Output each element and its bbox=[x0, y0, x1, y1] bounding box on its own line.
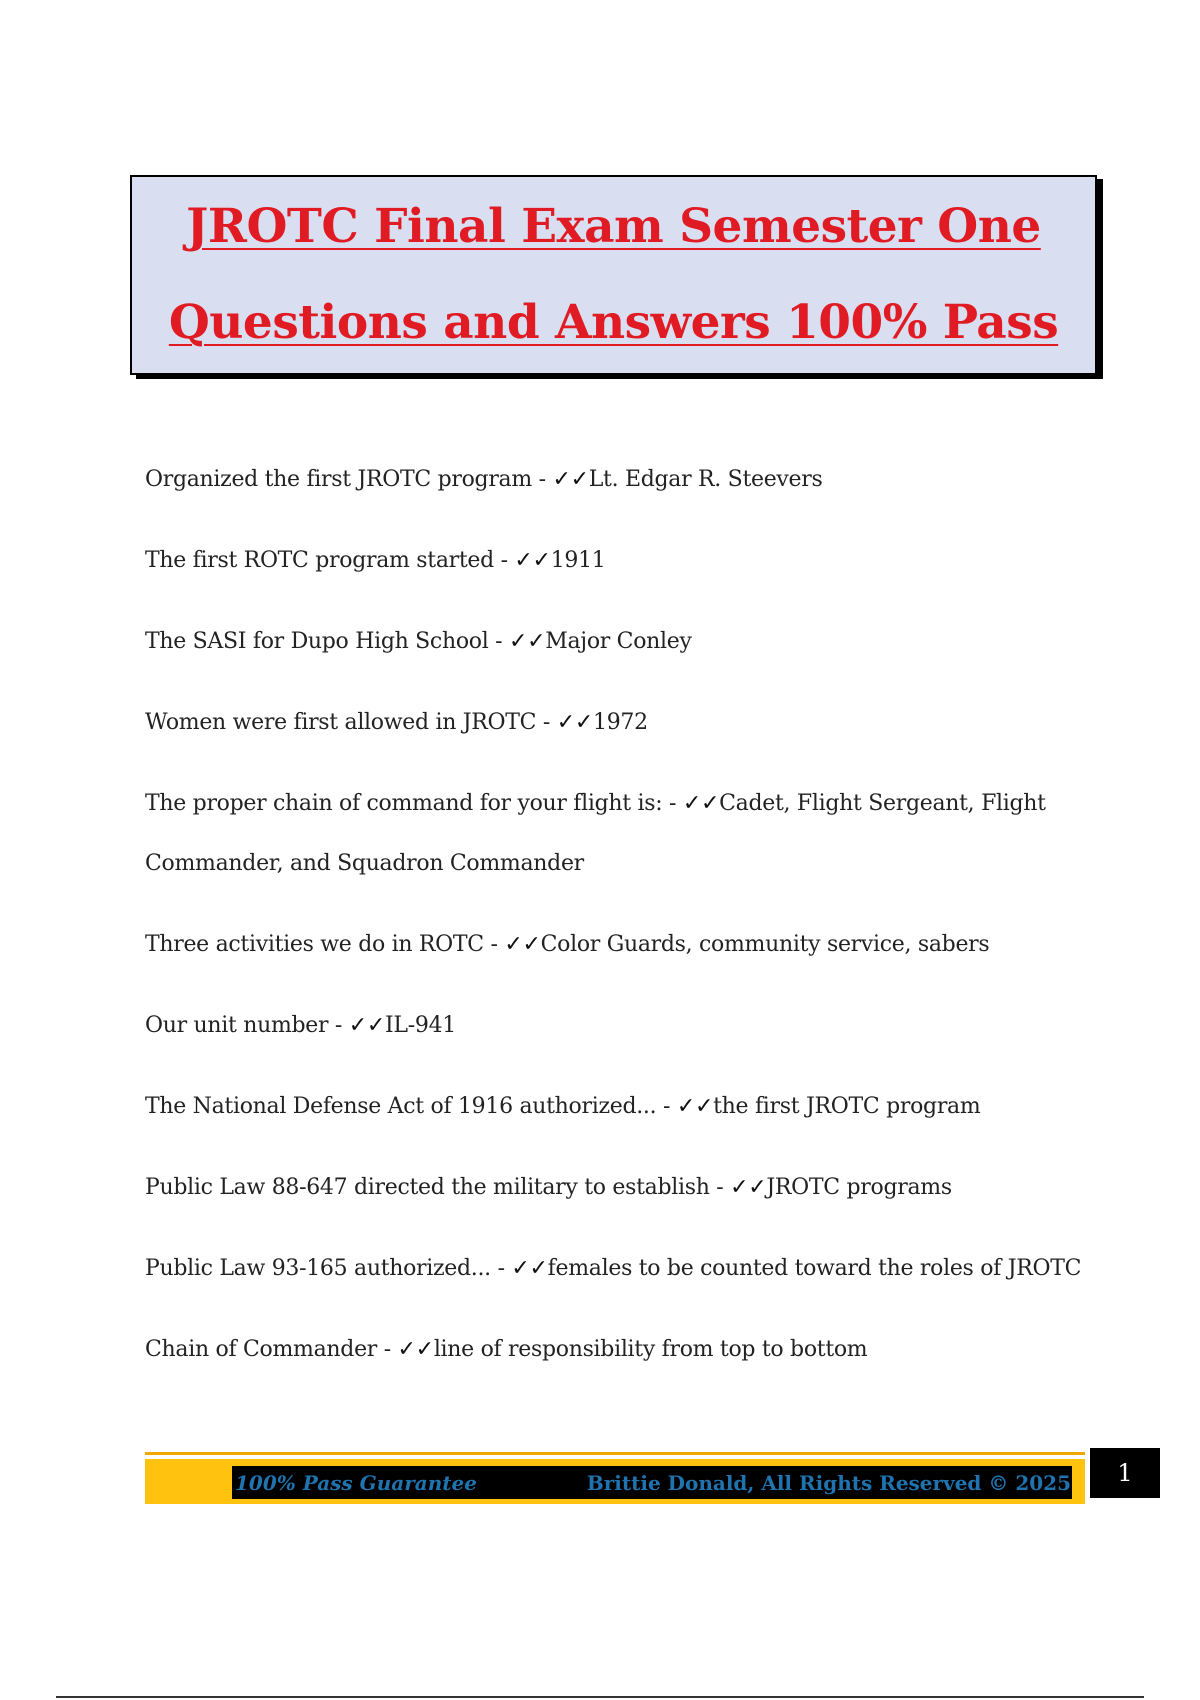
question-text: Organized the first JROTC program - bbox=[145, 467, 553, 492]
answer-text: Color Guards, community service, sabers bbox=[540, 932, 990, 957]
qa-item bbox=[145, 774, 1085, 894]
footer-copyright-text: Brittie Donald, All Rights Reserved © 2025 bbox=[586, 1471, 1071, 1495]
double-check-icon: ✓✓ bbox=[514, 548, 551, 573]
question-text: The proper chain of command for your flight is: - bbox=[145, 791, 683, 816]
double-check-icon: ✓✓ bbox=[552, 467, 589, 492]
qa-item bbox=[145, 1320, 1085, 1380]
qa-item bbox=[145, 1239, 1085, 1299]
footer-guarantee-text: 100% Pass Guarantee bbox=[235, 1471, 477, 1495]
page-number: 1 bbox=[1090, 1448, 1160, 1498]
title-line-1: JROTC Final Exam Semester One bbox=[186, 199, 1041, 254]
qa-item bbox=[145, 693, 1085, 753]
answer-text: line of responsibility from top to bottom bbox=[433, 1337, 868, 1362]
double-check-icon: ✓✓ bbox=[504, 932, 541, 957]
answer-text: Cadet, Flight Sergeant, Flight Commander, and Squadron Commander bbox=[145, 791, 1046, 876]
answer-text: 1972 bbox=[593, 710, 648, 735]
question-text: Our unit number - bbox=[145, 1013, 349, 1038]
answer-text: Lt. Edgar R. Steevers bbox=[588, 467, 823, 492]
qa-item bbox=[145, 996, 1085, 1056]
title-box bbox=[130, 175, 1097, 375]
question-text: Three activities we do in ROTC - bbox=[145, 932, 505, 957]
answer-text: the first JROTC program bbox=[713, 1094, 981, 1119]
question-text: Public Law 93-165 authorized... - bbox=[145, 1256, 512, 1281]
double-check-icon: ✓✓ bbox=[511, 1256, 548, 1281]
question-text: The SASI for Dupo High School - bbox=[145, 629, 509, 654]
answer-text: JROTC programs bbox=[766, 1175, 952, 1200]
page-footer bbox=[145, 1452, 1085, 1504]
double-check-icon: ✓✓ bbox=[348, 1013, 386, 1038]
bottom-divider bbox=[56, 1696, 1144, 1698]
question-text: Chain of Commander - bbox=[145, 1337, 398, 1362]
double-check-icon: ✓✓ bbox=[508, 629, 546, 654]
qa-item bbox=[145, 612, 1085, 672]
answer-text: 1911 bbox=[550, 548, 606, 573]
answer-text: females to be counted toward the roles of JROTC bbox=[547, 1256, 1082, 1281]
qa-item bbox=[145, 450, 1085, 510]
double-check-icon: ✓✓ bbox=[676, 1094, 714, 1119]
question-text: Public Law 88-647 directed the military to establish - bbox=[145, 1175, 731, 1200]
question-text: The National Defense Act of 1916 authorized... - bbox=[145, 1094, 677, 1119]
double-check-icon: ✓✓ bbox=[556, 710, 593, 735]
double-check-icon: ✓✓ bbox=[730, 1175, 767, 1200]
qa-item bbox=[145, 1077, 1085, 1137]
qa-list bbox=[145, 450, 1085, 1401]
title-line-2: Questions and Answers 100% Pass bbox=[168, 295, 1059, 350]
answer-text: Major Conley bbox=[545, 629, 692, 654]
qa-item bbox=[145, 531, 1085, 591]
double-check-icon: ✓✓ bbox=[397, 1337, 434, 1362]
question-text: Women were first allowed in JROTC - bbox=[145, 710, 557, 735]
footer-top-rule bbox=[145, 1452, 1085, 1455]
question-text: The first ROTC program started - bbox=[145, 548, 515, 573]
qa-item bbox=[145, 915, 1085, 975]
double-check-icon: ✓✓ bbox=[682, 791, 720, 816]
answer-text: IL-941 bbox=[385, 1013, 456, 1038]
qa-item bbox=[145, 1158, 1085, 1218]
